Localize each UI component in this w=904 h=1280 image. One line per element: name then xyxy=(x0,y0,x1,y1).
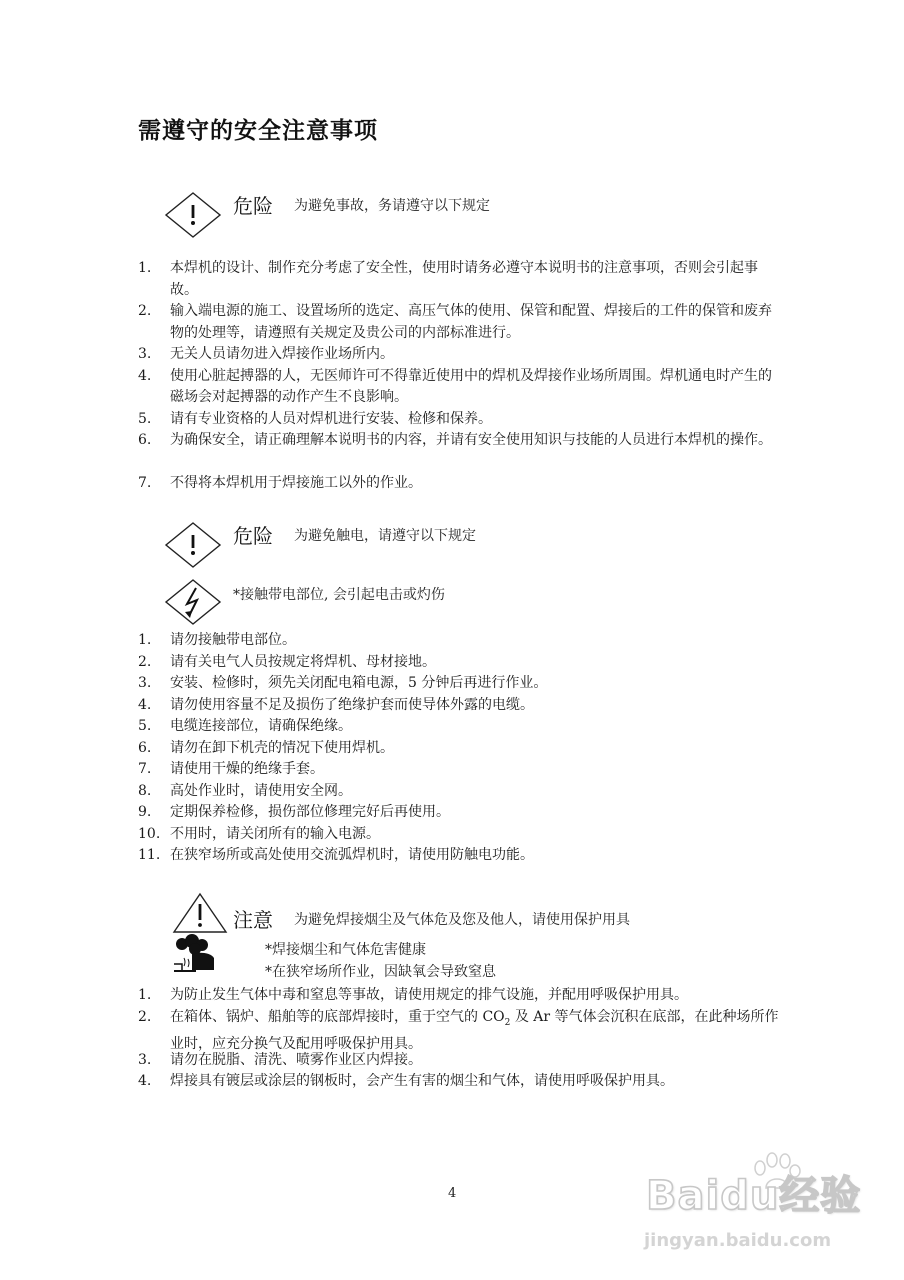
page-title: 需遵守的安全注意事项 xyxy=(138,118,378,144)
list-item: 3. 请勿在脱脂、清洗、喷雾作业区内焊接。 xyxy=(138,1051,422,1068)
section-description: 为避免触电，请遵守以下规定 xyxy=(294,528,476,544)
shock-hazard-note xyxy=(0,578,904,626)
fume-rules-list xyxy=(0,985,904,1093)
sub-note: *在狭窄场所作业，因缺氧会导致窒息 xyxy=(265,963,496,980)
section-caution-fumes-header xyxy=(0,892,904,942)
list-item: 9. 定期保养检修，损伤部位修理完好后再使用。 xyxy=(138,804,450,820)
list-item: 1. 本焊机的设计、制作充分考虑了安全性，使用时请务必遵守本说明书的注意事项，否则会引起事故。 xyxy=(138,260,758,298)
fume-hazard-icon xyxy=(170,934,222,982)
list-item: 4. 使用心脏起搏器的人，无医师许可不得靠近使用中的焊机及焊接作业场所周围。焊机通电时产生的磁场会对起搏器的动作产生不良影响。 xyxy=(138,367,772,405)
list-item: 3. 无关人员请勿进入焊接作业场所内。 xyxy=(138,346,394,362)
caution-label: 注意 xyxy=(233,908,273,932)
list-item: 1. 请勿接触带电部位。 xyxy=(138,632,296,648)
sub-note: *接触带电部位, 会引起电击或灼伤 xyxy=(233,587,445,603)
list-item: 2. 输入端电源的施工、设置场所的选定、高压气体的使用、保管和配置、焊接后的工件的保管和废弃物的处理等，请遵照有关规定及贵公司的内部标准进行。 xyxy=(138,303,772,341)
section-description: 为避免事故，务请遵守以下规定 xyxy=(294,198,490,214)
list-item: 6. 为确保安全，请正确理解本说明书的内容，并请有安全使用知识与技能的人员进行本焊机的操作。 xyxy=(138,432,772,448)
list-item: 7. 不得将本焊机用于焊接施工以外的作业。 xyxy=(138,475,422,491)
fume-notes xyxy=(265,940,496,983)
list-item: 7. 请使用干燥的绝缘手套。 xyxy=(138,761,324,777)
watermark-url: jingyan.baidu.com xyxy=(644,1230,832,1251)
shock-rules-list xyxy=(0,630,904,867)
section-danger-accident-header xyxy=(0,190,904,240)
list-item: 5. 请有专业资格的人员对焊机进行安装、检修和保养。 xyxy=(138,410,492,427)
list-item: 4. 请勿使用容量不足及损伤了绝缘护套而使导体外露的电缆。 xyxy=(138,696,534,713)
list-item: 2. 请有关电气人员按规定将焊机、母材接地。 xyxy=(138,653,436,670)
sub-note: *焊接烟尘和气体危害健康 xyxy=(265,942,426,958)
list-item: 3. 安装、检修时，须先关闭配电箱电源，5 分钟后再进行作业。 xyxy=(138,675,548,691)
warning-diamond-icon xyxy=(163,520,223,570)
section-danger-shock-header xyxy=(0,520,904,570)
danger-label: 危险 xyxy=(233,194,273,218)
list-item: 4. 焊接具有镀层或涂层的钢板时，会产生有害的烟尘和气体，请使用呼吸保护用具。 xyxy=(138,1073,674,1089)
electric-shock-icon xyxy=(163,578,223,630)
list-item: 6. 请勿在卸下机壳的情况下使用焊机。 xyxy=(138,739,394,756)
accident-rules-list xyxy=(0,258,904,495)
watermark-brand: Baidu经验 xyxy=(646,1173,862,1219)
list-item: 10. 不用时，请关闭所有的输入电源。 xyxy=(138,825,380,842)
danger-label: 危险 xyxy=(233,524,273,548)
section-description: 为避免焊接烟尘及气体危及您及他人，请使用保护用具 xyxy=(294,912,630,928)
baidu-watermark xyxy=(630,1152,880,1272)
list-item: 11. 在狭窄场所或高处使用交流弧焊机时，请使用防触电功能。 xyxy=(138,847,534,863)
list-item: 1. 为防止发生气体中毒和窒息等事故，请使用规定的排气设施，并配用呼吸保护用具。 xyxy=(138,987,688,1003)
list-item: 8. 高处作业时，请使用安全网。 xyxy=(138,782,352,799)
page-number: 4 xyxy=(448,1186,457,1201)
list-item: 5. 电缆连接部位，请确保绝缘。 xyxy=(138,718,352,734)
warning-diamond-icon xyxy=(163,190,223,240)
list-item: 2. 在箱体、锅炉、船舶等的底部焊接时，重于空气的 $CO_2$ 及 Ar 等气体会沉积在底部，在此种场所作业时，应充分换气及配用呼吸保护用具。 xyxy=(138,1008,779,1052)
